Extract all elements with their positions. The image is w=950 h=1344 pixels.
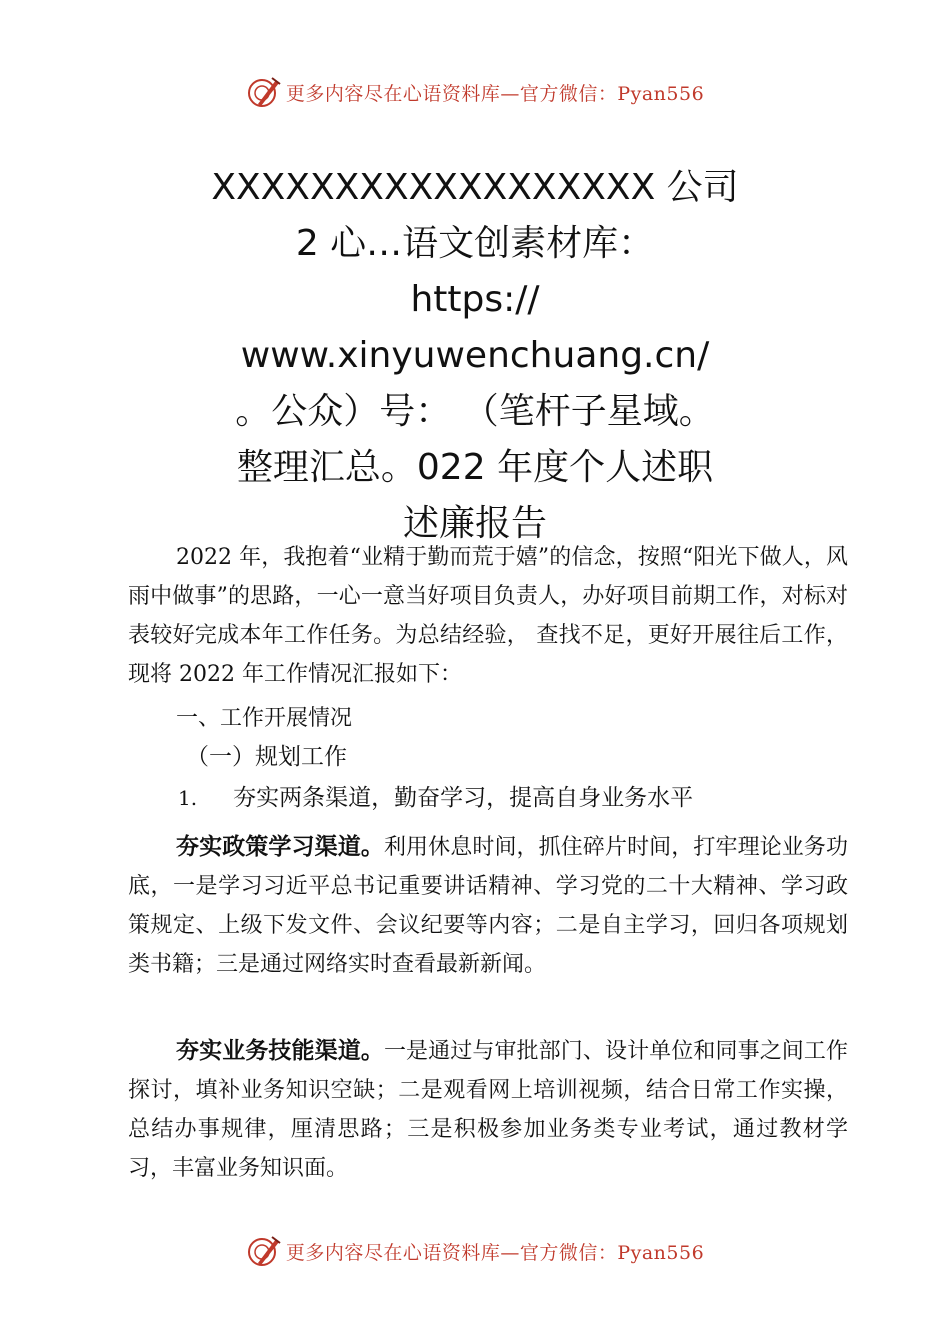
title-line: www.xinyuwenchuang.cn/ (240, 335, 710, 376)
section-heading: 一、工作开展情况 (176, 706, 353, 731)
intro-text: 2022 年，我抱着“业精于勤而荒于嬉”的信念，按照“阳光下做人，风雨中做事”的思路，一心一意当好项目负责人，办好项目前期工作，对标对表较好完成本年工作任务。为总结经验， 查找不足，更好开展往后工作，现将 2022 年工作情况汇报如下： (128, 545, 848, 687)
subsection-heading: （一）规划工作 (186, 744, 347, 770)
watermark-header (0, 72, 950, 112)
title-line: https:// (410, 279, 540, 320)
paragraph-body: 利用休息时间，抓住碎片时间，打牢理论业务功底，一是学习习近平总书记重要讲话精神、学习党的二十大精神、学习政策规定、上级下发文件、会议纪要等内容；二是自主学习，回归各项规划类书籍；三是通过网络实时查看最新新闻。 (128, 835, 848, 977)
watermark-footer (0, 1231, 950, 1271)
paragraph-lead: 夯实业务技能渠道。 (176, 1038, 384, 1064)
title-line: 2 心…语文创素材库： (295, 223, 655, 264)
pen-logo-icon (246, 1233, 282, 1269)
item-number: 1. (178, 786, 198, 810)
pen-logo-icon (246, 74, 282, 110)
title-line: 述廉报告 (402, 503, 547, 544)
item-heading (178, 780, 693, 816)
policy-study-paragraph (128, 828, 848, 984)
title-line: XXXXXXXXXXXXXXXXXX 公司 (211, 167, 739, 208)
watermark-text: 更多内容尽在心语资料库—官方微信：Pyan556 (285, 1241, 705, 1264)
skills-paragraph (128, 1032, 848, 1188)
paragraph-body: 一是通过与审批部门、设计单位和同事之间工作探讨，填补业务知识空缺；二是观看网上培训视频，结合日常工作实操，总结办事规律，厘清思路；三是积极参加业务类专业考试，通过教材学习，丰富业务知识面。 (128, 1039, 848, 1181)
report-title (0, 160, 950, 552)
item-title: 夯实两条渠道，勤奋学习，提高自身业务水平 (233, 785, 694, 811)
title-line: 。公众）号： （笔杆子星域。 (235, 391, 715, 432)
title-line: 整理汇总。022 年度个人述职 (236, 447, 714, 488)
watermark-text: 更多内容尽在心语资料库—官方微信：Pyan556 (285, 82, 705, 105)
paragraph-lead: 夯实政策学习渠道。 (176, 834, 384, 860)
intro-paragraph (128, 538, 848, 694)
